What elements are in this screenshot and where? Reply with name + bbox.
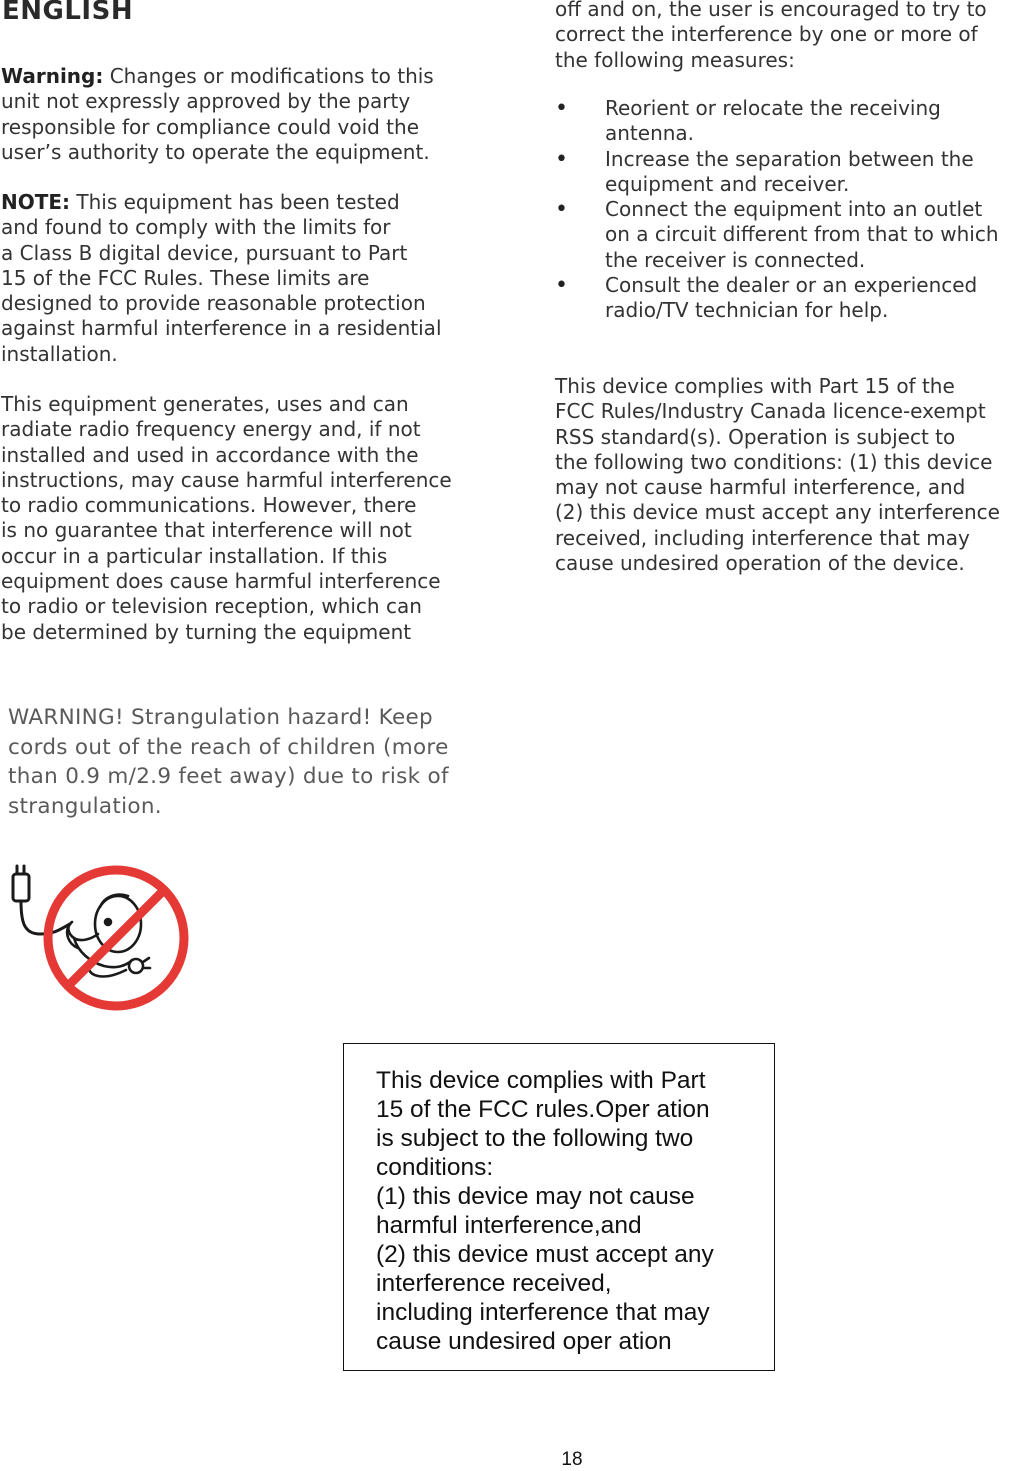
text-line: FCC Rules/Industry Canada licence-exempt: [555, 399, 986, 424]
warning-label: Warning:: [1, 64, 104, 88]
text-line: interference received,: [376, 1270, 612, 1297]
list-item: • Reorient or relocate the receiving antenna.: [555, 96, 999, 147]
fcc-compliance-text: [376, 1066, 714, 1356]
list-item: • Connect the equipment into an outlet on a circuit different from that to which the receiver is connected.: [555, 197, 999, 273]
text-line: to radio communications. However, there: [1, 493, 417, 518]
text-line: cause undesired operation of the device.: [555, 551, 965, 576]
text-line: cords out of the reach of children (more: [8, 734, 449, 760]
text-line: may not cause harmful interference, and: [555, 475, 966, 500]
text-line: including interference that may: [376, 1299, 710, 1326]
list-item: • Consult the dealer or an experienced radio/TV technician for help.: [555, 273, 999, 324]
text-line: This equipment generates, uses and can: [1, 392, 409, 416]
bullet-icon: [555, 147, 565, 172]
text-line: (2) this device must accept any: [376, 1241, 714, 1268]
text-line: received, including interference that may: [555, 525, 970, 550]
text-line: designed to provide reasonable protection: [1, 291, 426, 316]
text-line: unit not expressly approved by the party: [1, 89, 411, 114]
text-line: instructions, may cause harmful interference: [1, 467, 452, 492]
bullet-icon: [555, 273, 565, 298]
note-label: NOTE:: [1, 190, 71, 214]
text-line: responsible for compliance could void the: [1, 114, 419, 139]
no-cord-strangulation-icon: [8, 862, 190, 1012]
strangulation-warning: [8, 703, 449, 821]
text-line: WARNING! Strangulation hazard! Keep: [8, 705, 433, 730]
text-line: 15 of the FCC Rules. These limits are: [1, 265, 370, 290]
interference-paragraph: [1, 392, 452, 645]
list-item: • Increase the separation between the equipment and receiver.: [555, 147, 999, 198]
text-line: (1) this device may not cause: [376, 1183, 695, 1210]
text-line: conditions:: [376, 1154, 494, 1181]
text-line: user’s authority to operate the equipment.: [1, 139, 430, 164]
compliance-paragraph: [555, 374, 1000, 576]
text-line: installed and used in accordance with the: [1, 442, 419, 467]
text-line: This device complies with Part: [376, 1067, 706, 1094]
measures-list: [555, 96, 999, 324]
text-line: harmful interference,and: [376, 1212, 642, 1239]
text-line: the following measures:: [555, 47, 795, 72]
page-number: 18: [561, 1449, 583, 1470]
text-line: than 0.9 m/2.9 feet away) due to risk of: [8, 764, 449, 789]
text-line: correct the interference by one or more of: [555, 22, 978, 47]
bullet-icon: [555, 197, 565, 222]
text-line: (2) this device must accept any interference: [555, 500, 1000, 525]
continuation-paragraph: [555, 0, 987, 73]
text-line: radiate radio frequency energy and, if not: [1, 417, 421, 442]
text-line: This device complies with Part 15 of the: [555, 374, 955, 398]
text-line: be determined by turning the equipment: [1, 619, 412, 644]
fcc-compliance-box: [343, 1043, 775, 1371]
text-line: against harmful interference in a residential: [1, 316, 442, 341]
modification-warning: Warning: Changes or modifications to this unit not expressly approved by the party responsible for compliance could void the user’s authority to operate the equipment.: [1, 64, 434, 164]
text-line: strangulation.: [8, 793, 162, 819]
text-line: occur in a particular installation. If this: [1, 543, 388, 568]
bullet-icon: [555, 96, 565, 121]
text-line: is no guarantee that interference will not: [1, 518, 412, 543]
text-line: is subject to the following two: [376, 1125, 694, 1152]
text-line: equipment does cause harmful interference: [1, 569, 441, 594]
text-line: to radio or television reception, which can: [1, 594, 422, 619]
text-line: RSS standard(s). Operation is subject to: [555, 424, 956, 449]
text-line: off and on, the user is encouraged to try to: [555, 0, 987, 21]
class-b-note: NOTE: This equipment has been tested and found to comply with the limits for a Class B digital device, pursuant to Part 15 of the FCC Rules. These limits are designed to provide reasonable protection against harmful interference in a residential installation.: [1, 190, 442, 366]
text-line: the following two conditions: (1) this device: [555, 449, 993, 474]
language-heading: ENGLISH: [2, 0, 134, 26]
text-line: cause undesired oper ation: [376, 1328, 672, 1355]
text-line: a Class B digital device, pursuant to Part: [1, 240, 408, 265]
text-line: 15 of the FCC rules.Oper ation: [376, 1096, 710, 1123]
text-line: and found to comply with the limits for: [1, 215, 391, 240]
text-line: installation.: [1, 341, 118, 366]
